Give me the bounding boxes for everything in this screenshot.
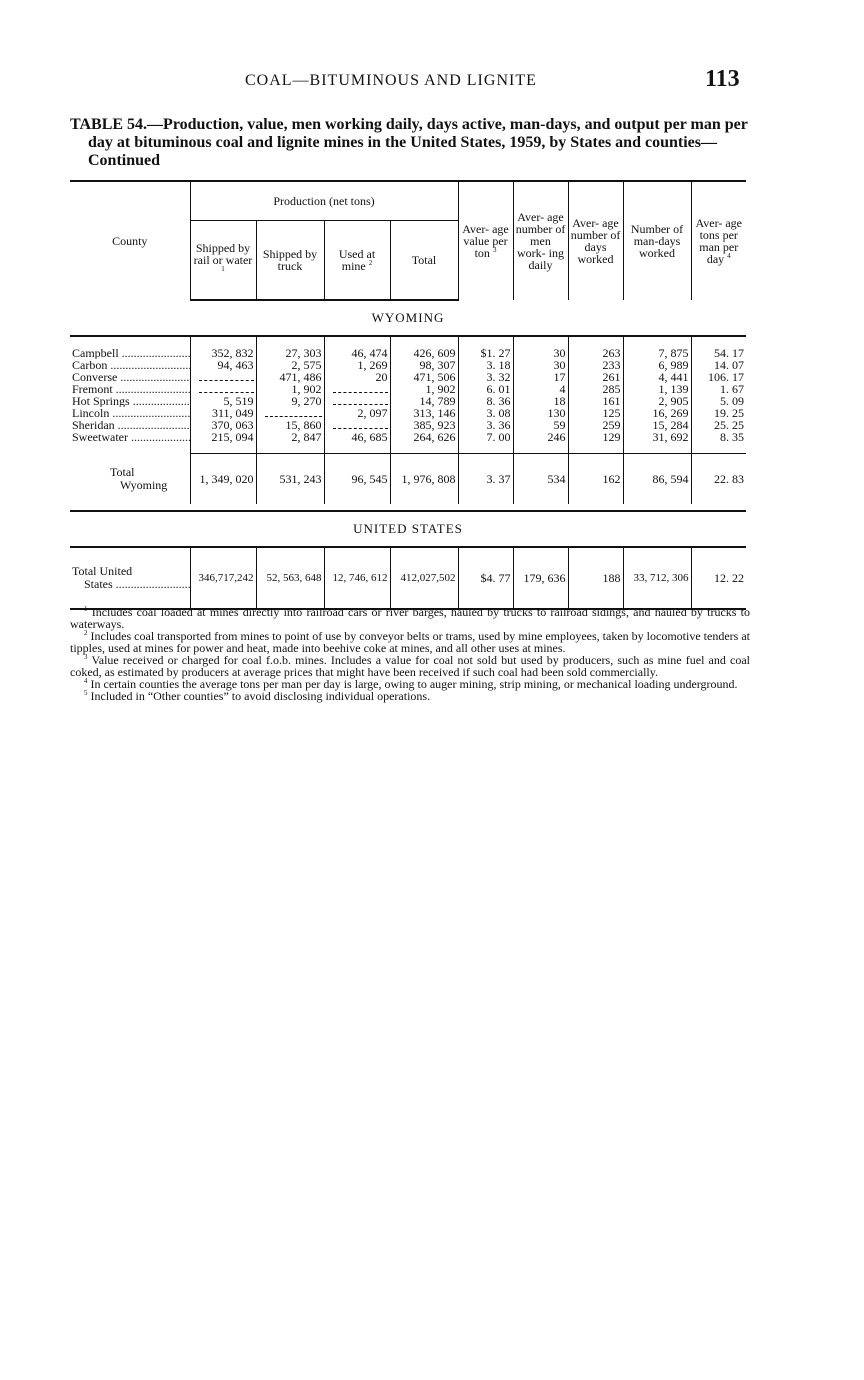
cell-value: 3. 37 bbox=[458, 454, 513, 505]
cell-man-days: 4, 441 bbox=[623, 371, 691, 383]
table-caption: TABLE 54.—Production, value, men working daily, days active, man-days, and output per man per day at bituminous coal and lignite mines in the United States, 1959, by States and counties—Continued bbox=[70, 116, 748, 169]
cell-days: 233 bbox=[568, 359, 623, 371]
table-row bbox=[70, 395, 746, 407]
cell-total: 14, 789 bbox=[390, 395, 458, 407]
cell-truck: 2, 847 bbox=[256, 431, 324, 443]
cell-men: 59 bbox=[513, 419, 568, 431]
empty-dash bbox=[333, 420, 388, 429]
footnote-1: $^1$ Includes coal loaded at mines directly into railroad cars or river barges, hauled by trucks to railroad sidings, and hauled by trucks to waterways. bbox=[70, 605, 750, 631]
county-name: Sheridan ..... bbox=[70, 419, 190, 431]
table-row bbox=[70, 383, 746, 395]
cell-days: 161 bbox=[568, 395, 623, 407]
cell-total: 98, 307 bbox=[390, 359, 458, 371]
cell-rail: 215, 094 bbox=[190, 431, 256, 443]
county-name: Lincoln ..... bbox=[70, 407, 190, 419]
footnote-3: $^3$ Value received or charged for coal f.o.b. mines. Includes a value for coal not sold but used by producers, such as mine fuel and coal coked, as estimated by producers at average prices that might have been received if such coal had been sold commercially. bbox=[70, 653, 750, 679]
county-name: Converse ..... bbox=[70, 371, 190, 383]
cell-value: 8. 36 bbox=[458, 395, 513, 407]
header-county: County bbox=[70, 181, 190, 300]
header-avg-men: Aver- age number of men work- ing daily bbox=[513, 181, 568, 300]
cell-man-days: 16, 269 bbox=[623, 407, 691, 419]
section-wyoming: WYOMING bbox=[70, 300, 746, 336]
cell-man-days: 2, 905 bbox=[623, 395, 691, 407]
cell-mine: 46, 474 bbox=[324, 347, 390, 359]
footnote-2: $^2$ Includes coal transported from mines to point of use by conveyor belts or trams, used by mine employees, taken by locomotive tenders at tipples, used at mines for power and heat, made into beehive coke at mines, and all other uses at mines. bbox=[70, 629, 750, 655]
cell-mine: 2, 097 bbox=[324, 407, 390, 419]
empty-dash bbox=[333, 396, 388, 405]
cell-man-days: 6, 989 bbox=[623, 359, 691, 371]
cell-days: 188 bbox=[568, 547, 623, 609]
cell-tons: 19. 25 bbox=[691, 407, 746, 419]
cell-tons: 12. 22 bbox=[691, 547, 746, 609]
cell-rail bbox=[190, 371, 256, 383]
cell-rail: 352, 832 bbox=[190, 347, 256, 359]
cell-total: 385, 923 bbox=[390, 419, 458, 431]
table-row-wyoming-total bbox=[70, 454, 746, 505]
cell-value: 3. 18 bbox=[458, 359, 513, 371]
cell-men: 246 bbox=[513, 431, 568, 443]
header-used-mine: Used at mine $^2$ bbox=[324, 221, 390, 301]
county-name: Campbell ..... bbox=[70, 347, 190, 359]
section-united-states: UNITED STATES bbox=[70, 511, 746, 547]
cell-tons: 8. 35 bbox=[691, 431, 746, 443]
header-man-days: Number of man-days worked bbox=[623, 181, 691, 300]
cell-total: 313, 146 bbox=[390, 407, 458, 419]
empty-dash bbox=[265, 408, 322, 417]
county-name: Hot Springs ..... bbox=[70, 395, 190, 407]
cell-man-days: 31, 692 bbox=[623, 431, 691, 443]
cell-mine: 96, 545 bbox=[324, 454, 390, 505]
cell-tons: 106. 17 bbox=[691, 371, 746, 383]
header-avg-days: Aver- age number of days worked bbox=[568, 181, 623, 300]
cell-days: 129 bbox=[568, 431, 623, 443]
cell-tons: 25. 25 bbox=[691, 419, 746, 431]
cell-man-days: 1, 139 bbox=[623, 383, 691, 395]
empty-dash bbox=[333, 384, 388, 393]
cell-days: 162 bbox=[568, 454, 623, 505]
running-head: COAL—BITUMINOUS AND LIGNITE bbox=[245, 72, 537, 89]
cell-mine: 46, 685 bbox=[324, 431, 390, 443]
cell-rail: 94, 463 bbox=[190, 359, 256, 371]
cell-men: 534 bbox=[513, 454, 568, 505]
footnotes bbox=[70, 606, 750, 702]
cell-days: 259 bbox=[568, 419, 623, 431]
county-name: Fremont ..... bbox=[70, 383, 190, 395]
cell-days: 285 bbox=[568, 383, 623, 395]
table-row-us-total bbox=[70, 547, 746, 609]
cell-rail: 5, 519 bbox=[190, 395, 256, 407]
cell-tons: 14. 07 bbox=[691, 359, 746, 371]
cell-mine bbox=[324, 383, 390, 395]
cell-men: 4 bbox=[513, 383, 568, 395]
table-row bbox=[70, 431, 746, 443]
cell-truck: 1, 902 bbox=[256, 383, 324, 395]
empty-dash bbox=[199, 384, 254, 393]
cell-days: 261 bbox=[568, 371, 623, 383]
cell-value: $4. 77 bbox=[458, 547, 513, 609]
cell-rail: 311, 049 bbox=[190, 407, 256, 419]
header-shipped-rail: Shipped by rail or water $^1$ bbox=[190, 221, 256, 301]
cell-value: 7. 00 bbox=[458, 431, 513, 443]
empty-dash bbox=[199, 372, 254, 381]
header-shipped-truck: Shipped by truck bbox=[256, 221, 324, 301]
statistics-table bbox=[70, 180, 746, 610]
cell-man-days: 7, 875 bbox=[623, 347, 691, 359]
cell-total: 412,027,502 bbox=[390, 547, 458, 609]
cell-men: 30 bbox=[513, 359, 568, 371]
cell-man-days: 15, 284 bbox=[623, 419, 691, 431]
cell-mine: 12, 746, 612 bbox=[324, 547, 390, 609]
header-production: Production (net tons) bbox=[190, 181, 458, 221]
page-number: 113 bbox=[705, 66, 740, 92]
cell-days: 263 bbox=[568, 347, 623, 359]
county-name: Sweetwater ..... bbox=[70, 431, 190, 443]
total-us-label: Total United States ..... bbox=[70, 547, 190, 609]
cell-value: 6. 01 bbox=[458, 383, 513, 395]
cell-truck: 2, 575 bbox=[256, 359, 324, 371]
cell-truck: 531, 243 bbox=[256, 454, 324, 505]
cell-value: 3. 08 bbox=[458, 407, 513, 419]
cell-value: 3. 32 bbox=[458, 371, 513, 383]
table-row bbox=[70, 347, 746, 359]
cell-rail: 1, 349, 020 bbox=[190, 454, 256, 505]
cell-men: 17 bbox=[513, 371, 568, 383]
cell-rail: 346,717,242 bbox=[190, 547, 256, 609]
cell-truck: 27, 303 bbox=[256, 347, 324, 359]
cell-truck: 9, 270 bbox=[256, 395, 324, 407]
cell-total: 264, 626 bbox=[390, 431, 458, 443]
cell-men: 130 bbox=[513, 407, 568, 419]
cell-truck: 15, 860 bbox=[256, 419, 324, 431]
cell-men: 18 bbox=[513, 395, 568, 407]
cell-tons: 5. 09 bbox=[691, 395, 746, 407]
cell-total: 1, 902 bbox=[390, 383, 458, 395]
cell-men: 179, 636 bbox=[513, 547, 568, 609]
header-avg-value: Aver- age value per ton $^3$ bbox=[458, 181, 513, 300]
table-row bbox=[70, 419, 746, 431]
cell-value: 3. 36 bbox=[458, 419, 513, 431]
cell-truck: 52, 563, 648 bbox=[256, 547, 324, 609]
footnote-4: $^4$ In certain counties the average tons per man per day is large, owing to auger mining, strip mining, or mechanical loading underground. bbox=[84, 677, 738, 691]
footnote-5: $^5$ Included in “Other counties” to avoid disclosing individual operations. bbox=[84, 689, 431, 703]
table-row bbox=[70, 407, 746, 419]
cell-total: 471, 506 bbox=[390, 371, 458, 383]
cell-total: 426, 609 bbox=[390, 347, 458, 359]
table-row bbox=[70, 359, 746, 371]
cell-mine: 1, 269 bbox=[324, 359, 390, 371]
cell-man-days: 33, 712, 306 bbox=[623, 547, 691, 609]
cell-tons: 22. 83 bbox=[691, 454, 746, 505]
header-total: Total bbox=[390, 221, 458, 301]
total-wyoming-label: Total Wyoming bbox=[110, 464, 168, 492]
county-name: Carbon ..... bbox=[70, 359, 190, 371]
cell-man-days: 86, 594 bbox=[623, 454, 691, 505]
cell-men: 30 bbox=[513, 347, 568, 359]
table-row bbox=[70, 371, 746, 383]
cell-truck: 471, 486 bbox=[256, 371, 324, 383]
cell-days: 125 bbox=[568, 407, 623, 419]
cell-total: 1, 976, 808 bbox=[390, 454, 458, 505]
cell-value: $1. 27 bbox=[458, 347, 513, 359]
cell-tons: 1. 67 bbox=[691, 383, 746, 395]
cell-tons: 54. 17 bbox=[691, 347, 746, 359]
cell-rail: 370, 063 bbox=[190, 419, 256, 431]
header-tons-per-man: Aver- age tons per man per day $^4$ bbox=[691, 181, 746, 300]
cell-mine: 20 bbox=[324, 371, 390, 383]
